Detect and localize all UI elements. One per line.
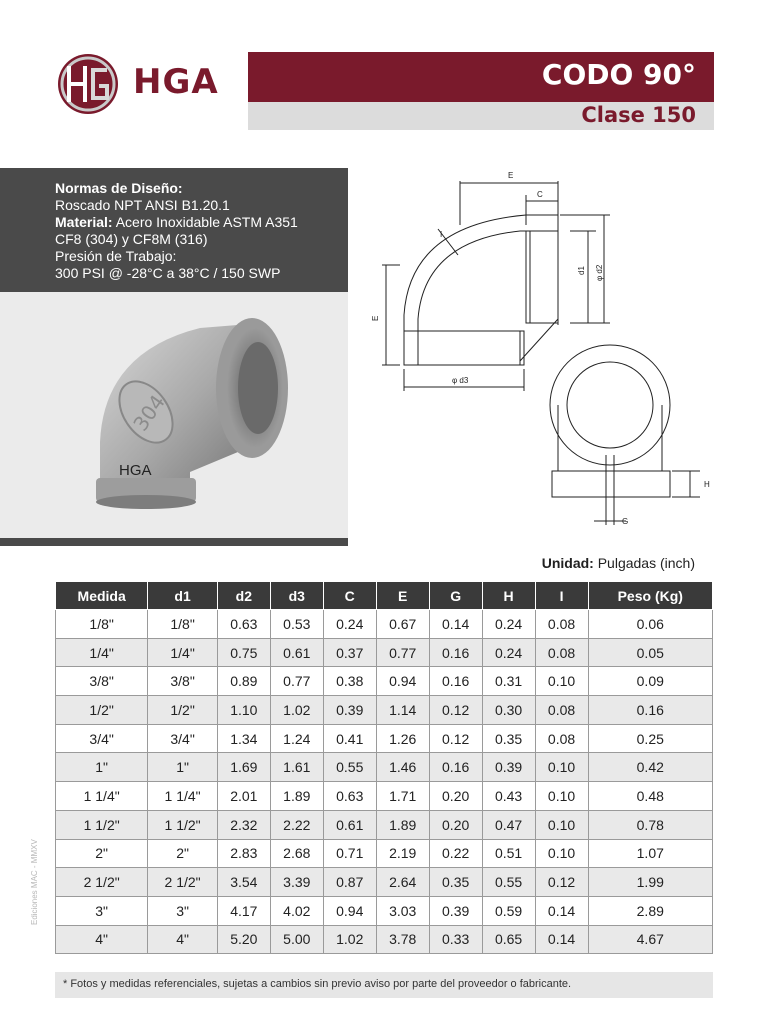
table-cell: 0.06 [588,610,712,639]
table-row [56,667,713,696]
table-cell: 0.41 [323,724,376,753]
table-cell: 0.55 [323,753,376,782]
table-cell: 2 1/2" [148,868,218,897]
pressure-value: 300 PSI @ -28°C a 38°C / 150 SWP [55,265,281,281]
design-label: Normas de Diseño: [55,180,183,196]
table-cell: 0.94 [323,896,376,925]
table-cell: 1 1/4" [56,782,148,811]
table-cell: 1.69 [217,753,270,782]
table-cell: 0.89 [217,667,270,696]
header-cell: d2 [217,582,270,610]
table-cell: 0.63 [217,610,270,639]
table-cell: 1.34 [217,724,270,753]
table-cell: 3" [56,896,148,925]
table-cell: 1/2" [56,696,148,725]
page-title: CODO 90° [541,58,696,91]
material-value-2: CF8 (304) y CF8M (316) [55,231,208,247]
table-cell: 2.01 [217,782,270,811]
dim-d1: d1 [577,266,586,275]
table-cell: 1.89 [376,810,429,839]
table-cell: 1 1/2" [148,810,218,839]
table-cell: 2.64 [376,868,429,897]
table-cell: 2.89 [588,896,712,925]
table-cell: 1/8" [148,610,218,639]
table-cell: 5.00 [270,925,323,954]
table-cell: 0.14 [429,610,482,639]
dim-c: C [537,190,543,199]
title-bar [248,52,714,102]
dim-d2: φ d2 [595,264,604,281]
table-cell: 2.19 [376,839,429,868]
table-row [56,610,713,639]
table-cell: 2 1/2" [56,868,148,897]
table-cell: 3/8" [148,667,218,696]
table-cell: 4" [148,925,218,954]
table-cell: 0.61 [323,810,376,839]
table-cell: 0.63 [323,782,376,811]
table-cell: 0.08 [535,696,588,725]
table-cell: 0.77 [376,638,429,667]
table-cell: 1.89 [270,782,323,811]
table-cell: 0.16 [588,696,712,725]
header-cell: I [535,582,588,610]
table-cell: 0.78 [588,810,712,839]
table-cell: 0.77 [270,667,323,696]
table-cell: 0.47 [482,810,535,839]
table-cell: 3.78 [376,925,429,954]
header-cell: Medida [56,582,148,610]
table-cell: 1 1/2" [56,810,148,839]
table-cell: 1.61 [270,753,323,782]
material-label: Material: [55,214,113,230]
table-row [56,810,713,839]
table-cell: 0.12 [429,724,482,753]
dim-e-left: E [371,315,380,321]
table-cell: 5.20 [217,925,270,954]
table-cell: 1/8" [56,610,148,639]
table-cell: 0.42 [588,753,712,782]
table-cell: 0.10 [535,667,588,696]
table-cell: 1.02 [270,696,323,725]
table-cell: 3" [148,896,218,925]
table-cell: 0.24 [482,610,535,639]
table-cell: 0.24 [482,638,535,667]
header-cell: Peso (Kg) [588,582,712,610]
dim-e-top: E [508,171,514,180]
design-value: Roscado NPT ANSI B1.20.1 [55,197,230,213]
table-cell: 0.14 [535,925,588,954]
pressure-label: Presión de Trabajo: [55,248,177,264]
table-cell: 4.17 [217,896,270,925]
table-cell: 1.24 [270,724,323,753]
table-body [56,610,713,954]
dim-h: H [704,480,710,489]
dimension-table [55,581,713,954]
table-cell: 0.61 [270,638,323,667]
table-cell: 0.12 [535,868,588,897]
footer-disclaimer: * Fotos y medidas referenciales, sujetas a cambios sin previo aviso por parte del proveedor o fabricante. [55,972,713,998]
subtitle-bar [248,102,714,130]
table-cell: 0.10 [535,810,588,839]
dim-d3: φ d3 [452,376,469,385]
unit-value: Pulgadas (inch) [593,555,695,571]
table-cell: 0.09 [588,667,712,696]
technical-drawing [360,165,720,535]
table-cell: 2.22 [270,810,323,839]
table-cell: 2.83 [217,839,270,868]
header-cell: G [429,582,482,610]
table-cell: 1.46 [376,753,429,782]
table-row [56,696,713,725]
material-value: Acero Inoxidable ASTM A351 [112,214,298,230]
table-cell: 0.16 [429,638,482,667]
spec-box [0,168,348,292]
table-cell: 2" [148,839,218,868]
table-row [56,638,713,667]
table-cell: 2" [56,839,148,868]
table-cell: 0.10 [535,839,588,868]
header-cell: d1 [148,582,218,610]
table-cell: 1" [148,753,218,782]
table-cell: 0.39 [429,896,482,925]
table-cell: 0.65 [482,925,535,954]
table-cell: 3/8" [56,667,148,696]
table-cell: 1/4" [56,638,148,667]
table-cell: 0.22 [429,839,482,868]
table-cell: 1.14 [376,696,429,725]
table-cell: 0.67 [376,610,429,639]
header-cell: C [323,582,376,610]
hga-logo-icon [55,52,123,116]
table-cell: 3/4" [56,724,148,753]
table-cell: 0.39 [323,696,376,725]
header-cell: E [376,582,429,610]
table-cell: 1/4" [148,638,218,667]
edition-note: Ediciones MAC - MMXV [30,839,39,925]
table-cell: 0.10 [535,782,588,811]
table-row [56,724,713,753]
table-cell: 0.87 [323,868,376,897]
table-cell: 0.16 [429,667,482,696]
table-cell: 0.51 [482,839,535,868]
table-cell: 1" [56,753,148,782]
header-cell: H [482,582,535,610]
elbow-photo-image [0,292,348,546]
table-cell: 0.94 [376,667,429,696]
photo-stamp: 304 [128,390,170,436]
table-cell: 0.43 [482,782,535,811]
table-cell: 0.30 [482,696,535,725]
table-cell: 4.67 [588,925,712,954]
table-cell: 1.71 [376,782,429,811]
elbow-dimension-diagram [360,165,720,535]
table-cell: 4.02 [270,896,323,925]
table-row [56,782,713,811]
table-cell: 0.37 [323,638,376,667]
table-cell: 0.25 [588,724,712,753]
photo-brand-label: HGA [119,462,152,479]
table-cell: 0.16 [429,753,482,782]
table-cell: 1.07 [588,839,712,868]
table-row [56,868,713,897]
brand-logo [55,52,225,116]
table-cell: 0.53 [270,610,323,639]
header-cell: d3 [270,582,323,610]
table-row [56,839,713,868]
brand-name: HGA [133,62,219,102]
table-cell: 0.33 [429,925,482,954]
table-cell: 0.12 [429,696,482,725]
table-header-row [56,582,713,610]
table-cell: 3/4" [148,724,218,753]
table-cell: 2.68 [270,839,323,868]
table-cell: 0.20 [429,810,482,839]
table-row [56,896,713,925]
table-cell: 0.48 [588,782,712,811]
table-cell: 3.54 [217,868,270,897]
table-cell: 3.03 [376,896,429,925]
table-cell: 0.31 [482,667,535,696]
table-cell: 0.14 [535,896,588,925]
table-cell: 3.39 [270,868,323,897]
table-cell: 0.71 [323,839,376,868]
page-subtitle: Clase 150 [581,103,696,127]
table-cell: 0.08 [535,610,588,639]
table-cell: 0.08 [535,638,588,667]
table-cell: 0.59 [482,896,535,925]
table-cell: 0.55 [482,868,535,897]
table-cell: 0.38 [323,667,376,696]
table-cell: 0.39 [482,753,535,782]
dim-i: I [440,230,443,239]
table-cell: 1 1/4" [148,782,218,811]
table-cell: 4" [56,925,148,954]
table-cell: 0.08 [535,724,588,753]
table-cell: 1/2" [148,696,218,725]
table-cell: 1.26 [376,724,429,753]
table-cell: 1.10 [217,696,270,725]
table-cell: 0.20 [429,782,482,811]
table-cell: 0.35 [482,724,535,753]
table-row [56,753,713,782]
product-photo [0,292,348,546]
table-cell: 0.05 [588,638,712,667]
table-cell: 1.02 [323,925,376,954]
table-cell: 0.10 [535,753,588,782]
table-cell: 0.75 [217,638,270,667]
table-row [56,925,713,954]
table-cell: 0.35 [429,868,482,897]
table-cell: 0.24 [323,610,376,639]
table-cell: 1.99 [588,868,712,897]
dim-g: G [622,517,629,526]
unit-line [542,555,695,571]
unit-label: Unidad: [541,555,594,571]
table-cell: 2.32 [217,810,270,839]
